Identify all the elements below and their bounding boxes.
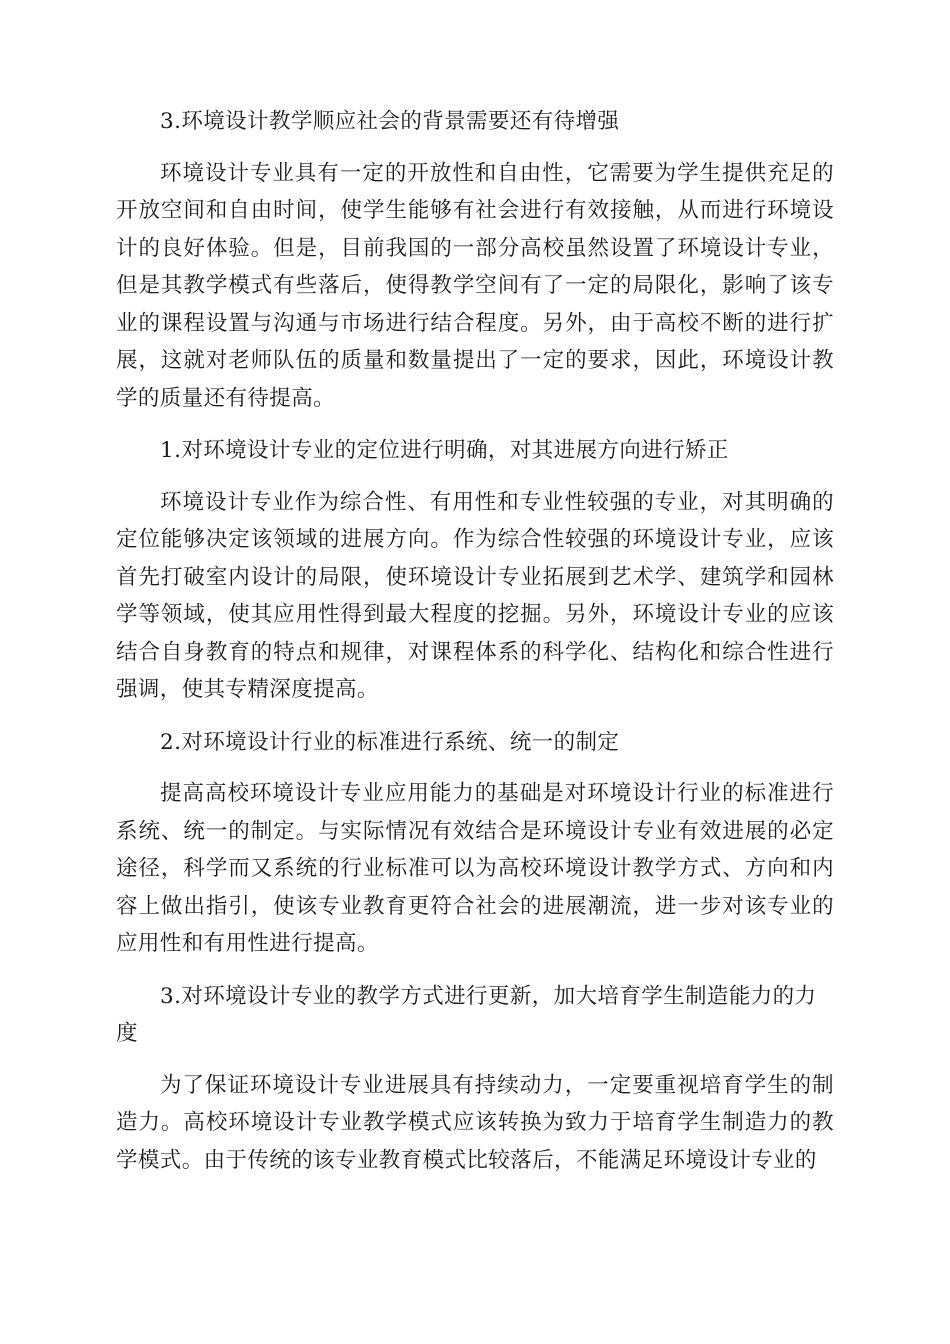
body-paragraph-positioning: 环境设计专业作为综合性、有用性和专业性较强的专业，对其明确的定位能够决定该领域的进展方向。作为综合性较强的环境设计专业，应该首先打破室内设计的局限，使环境设计专业拓展到艺术学、建筑学和园林学等领域，使其应用性得到最大程度的挖掘。另外，环境设计专业的应该结合自身教育的特点和规律，对课程体系的科学化、结构化和综合性进行强调，使其专精深度提高。 bbox=[116, 489, 834, 702]
section-heading-3-teaching-methods: 3.对环境设计专业的教学方式进行更新，加大培育学生制造能力的力度 bbox=[116, 983, 817, 1046]
body-paragraph-creativity: 为了保证环境设计专业进展具有持续动力，一定要重视培育学生的制造力。高校环境设计专业教学模式应该转换为致力于培育学生制造力的教学模式。由于传统的该专业教育模式比较落后，不能满足环境设计专业的 bbox=[116, 1072, 834, 1173]
section-heading-2-standards: 2.对环境设计行业的标准进行系统、统一的制定 bbox=[160, 729, 620, 755]
body-paragraph-standards: 提高高校环境设计专业应用能力的基础是对环境设计行业的标准进行系统、统一的制定。与实际情况有效结合是环境设计专业有效进展的必定途径，科学而又系统的行业标准可以为高校环境设计教学方式、方向和内容上做出指引，使该专业教育更符合社会的进展潮流，进一步对该专业的应用性和有用性进行提高。 bbox=[116, 781, 834, 956]
document-page bbox=[116, 103, 834, 1194]
body-paragraph-openness: 环境设计专业具有一定的开放性和自由性，它需要为学生提供充足的开放空间和自由时间，使学生能够有社会进行有效接触，从而进行环境设计的良好体验。但是，目前我国的一部分高校虽然设置了环境设计专业，但是其教学模式有些落后，使得教学空间有了一定的局限化，影响了该专业的课程设置与沟通与市场进行结合程度。另外，由于高校不断的进行扩展，这就对老师队伍的质量和数量提出了一定的要求，因此，环境设计教学的质量还有待提高。 bbox=[116, 160, 834, 411]
section-heading-3-background: 3.环境设计教学顺应社会的背景需要还有待增强 bbox=[160, 109, 620, 134]
section-heading-1-positioning: 1.对环境设计专业的定位进行明确，对其进展方向进行矫正 bbox=[160, 438, 729, 463]
